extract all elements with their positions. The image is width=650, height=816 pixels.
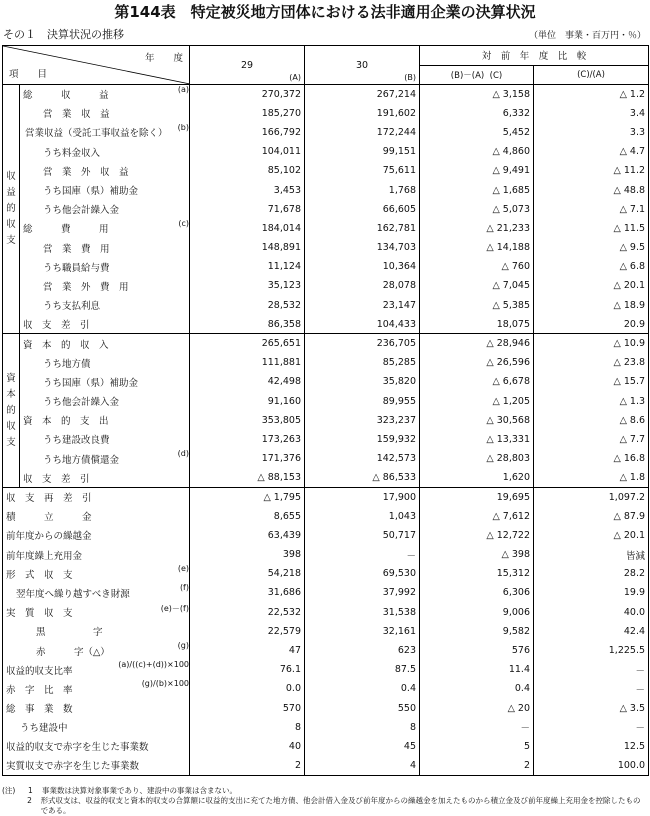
cell-ratio: △ 6.8 [534, 257, 649, 276]
cell-diff: 6,332 [420, 104, 534, 123]
header-row-1 [3, 46, 649, 66]
row-label: 営 業 費 用 [20, 238, 190, 257]
cell-v29: 22,532 [190, 603, 305, 622]
cell-v30: 159,932 [305, 430, 420, 449]
cell-v29: 8,655 [190, 507, 305, 526]
cell-diff: △ 28,946 [420, 334, 534, 353]
table-row [3, 699, 649, 718]
table-row [3, 487, 649, 506]
table-row [3, 583, 649, 602]
cell-ratio: △ 11.2 [534, 161, 649, 180]
cell-v30: 323,237 [305, 411, 420, 430]
row-label: うち他会計繰入金 [20, 392, 190, 411]
cell-v30: 75,611 [305, 161, 420, 180]
cell-ratio: 19.9 [534, 583, 649, 602]
row-label: 資 本 的 支 出 [20, 411, 190, 430]
row-mark: (g) [177, 640, 189, 650]
table-row [3, 123, 649, 142]
table-row [3, 545, 649, 564]
cell-ratio: 3.3 [534, 123, 649, 142]
table-row [3, 622, 649, 641]
settlement-table [2, 45, 649, 776]
cell-v29: 76.1 [190, 660, 305, 679]
table-row [3, 257, 649, 276]
cell-diff: △ 5,385 [420, 296, 534, 315]
cell-v29: △ 88,153 [190, 468, 305, 487]
table-row [3, 276, 649, 295]
cell-diff: △ 7,045 [420, 276, 534, 295]
table-row [3, 756, 649, 775]
cell-ratio: △ 16.8 [534, 449, 649, 468]
cell-diff: △ 26,596 [420, 353, 534, 372]
table-row [3, 526, 649, 545]
cell-diff: △ 28,803 [420, 449, 534, 468]
table-row [3, 161, 649, 180]
cell-v29: 265,651 [190, 334, 305, 353]
table-row [3, 737, 649, 756]
cell-ratio: △ 7.1 [534, 200, 649, 219]
cell-ratio: △ 20.1 [534, 276, 649, 295]
cell-diff: △ 12,722 [420, 526, 534, 545]
table-row [3, 372, 649, 391]
header-corner-cell [3, 46, 190, 85]
cell-v29: 173,263 [190, 430, 305, 449]
cell-v30: 4 [305, 756, 420, 775]
cell-diff: △ 4,860 [420, 142, 534, 161]
row-mark: (a) [177, 85, 189, 94]
table-row [3, 603, 649, 622]
cell-v29: 0.0 [190, 679, 305, 698]
cell-v30: 0.4 [305, 679, 420, 698]
cell-v29: 31,686 [190, 583, 305, 602]
row-label: 収 支 差 引 [20, 468, 190, 487]
table-row [3, 468, 649, 487]
table-row [3, 564, 649, 583]
row-label: うち支払利息 [20, 296, 190, 315]
cell-v29: 104,011 [190, 142, 305, 161]
cell-v30: 1,768 [305, 180, 420, 199]
row-mark: (e)－(f) [160, 603, 189, 613]
cell-v30: 8 [305, 718, 420, 737]
table-row [3, 430, 649, 449]
row-label: 収益的収支で赤字を生じた事業数 [3, 737, 190, 756]
cell-v29: 40 [190, 737, 305, 756]
cell-v30: 31,538 [305, 603, 420, 622]
cell-ratio: △ 20.1 [534, 526, 649, 545]
cell-diff: △ 14,188 [420, 238, 534, 257]
cell-diff: △ 1,205 [420, 392, 534, 411]
cell-v30: 85,285 [305, 353, 420, 372]
cell-v30: 10,364 [305, 257, 420, 276]
row-label: うち地方債 [20, 353, 190, 372]
table-row [3, 411, 649, 430]
row-mark: (b) [177, 122, 189, 132]
table-row [3, 104, 649, 123]
table-row [3, 200, 649, 219]
note-1: 事業数は決算対象事業であり、建設中の事業は含まない。 [42, 786, 237, 795]
cell-v29: 270,372 [190, 85, 305, 104]
cell-diff: 5 [420, 737, 534, 756]
cell-diff: △ 1,685 [420, 180, 534, 199]
cell-diff: △ 21,233 [420, 219, 534, 238]
table-row [3, 353, 649, 372]
row-mark: (f) [179, 583, 189, 593]
row-label: 前年度繰上充用金 [3, 545, 190, 564]
cell-ratio: △ 4.7 [534, 142, 649, 161]
page-title: 第144表 特定被災地方団体における法非適用企業の決算状況 [114, 3, 536, 21]
cell-ratio: － [534, 660, 649, 679]
cell-diff: － [420, 718, 534, 737]
cell-v30: 99,151 [305, 142, 420, 161]
ratio-header: (C)/(A) [534, 65, 649, 85]
row-label: 収 支 差 引 [20, 315, 190, 334]
table-row [3, 180, 649, 199]
cell-v30: 236,705 [305, 334, 420, 353]
row-label: 実質収支で赤字を生じた事業数 [3, 756, 190, 775]
row-label: 前年度からの繰越金 [3, 526, 190, 545]
cell-ratio: － [534, 718, 649, 737]
cell-v29: 148,891 [190, 238, 305, 257]
cell-v29: 2 [190, 756, 305, 775]
cell-v29: 42,498 [190, 372, 305, 391]
cell-diff: △ 6,678 [420, 372, 534, 391]
cell-ratio: △ 15.7 [534, 372, 649, 391]
cell-v29: 91,160 [190, 392, 305, 411]
cell-ratio: 20.9 [534, 315, 649, 334]
cell-v30: 35,820 [305, 372, 420, 391]
cell-diff: △ 398 [420, 545, 534, 564]
cell-ratio: 1,225.5 [534, 641, 649, 660]
unit-label: （単位 事業・百万円・％） [528, 31, 646, 41]
cell-ratio: △ 9.5 [534, 238, 649, 257]
row-label: 翌年度へ繰り越すべき財源 (f) [3, 583, 190, 602]
cell-ratio: － [534, 679, 649, 698]
cell-diff: △ 7,612 [420, 507, 534, 526]
row-mark: (g)/(b)×100 [141, 679, 189, 689]
row-label: 資 本 的 収 入 [20, 334, 190, 353]
cell-diff: 18,075 [420, 315, 534, 334]
row-label: 黒 字 [3, 622, 190, 641]
cell-v29: 54,218 [190, 564, 305, 583]
cell-v29: 3,453 [190, 180, 305, 199]
cell-diff: 9,582 [420, 622, 534, 641]
cell-v30: 134,703 [305, 238, 420, 257]
row-label: 総 事 業 数 [3, 699, 190, 718]
notes-prefix: (注) [2, 786, 16, 795]
cell-ratio: 100.0 [534, 756, 649, 775]
cell-ratio: 3.4 [534, 104, 649, 123]
row-label: うち他会計繰入金 [20, 200, 190, 219]
row-label: うち料金収入 [20, 142, 190, 161]
cell-v29: 85,102 [190, 161, 305, 180]
row-mark: (a)/((c)+(d))×100 [118, 660, 189, 670]
row-label: うち国庫（県）補助金 [20, 180, 190, 199]
cell-ratio: △ 7.7 [534, 430, 649, 449]
cell-v29: 11,124 [190, 257, 305, 276]
table-row [3, 641, 649, 660]
cell-diff: 2 [420, 756, 534, 775]
cell-diff: 6,306 [420, 583, 534, 602]
table-row [3, 219, 649, 238]
cell-v30: 28,078 [305, 276, 420, 295]
item-label: 項 目 [9, 69, 48, 80]
cell-diff: 1,620 [420, 468, 534, 487]
cell-v30: 50,717 [305, 526, 420, 545]
row-label: うち建設改良費 [20, 430, 190, 449]
diff-header: (B)－(A) (C) [420, 65, 534, 85]
table-row [3, 718, 649, 737]
cell-v30: 172,244 [305, 123, 420, 142]
cell-ratio: 皆減 [534, 545, 649, 564]
cell-diff: △ 13,331 [420, 430, 534, 449]
cell-v29: △ 1,795 [190, 487, 305, 506]
cell-v30: 142,573 [305, 449, 420, 468]
cell-v29: 570 [190, 699, 305, 718]
row-label: うち国庫（県）補助金 [20, 372, 190, 391]
table-row [3, 679, 649, 698]
cell-ratio: △ 11.5 [534, 219, 649, 238]
col-29-header: 29 (A) [190, 46, 305, 85]
cell-ratio: △ 23.8 [534, 353, 649, 372]
cell-diff: 0.4 [420, 679, 534, 698]
cell-v29: 63,439 [190, 526, 305, 545]
cell-v29: 47 [190, 641, 305, 660]
cell-ratio: △ 1.3 [534, 392, 649, 411]
row-label: 収益的収支比率 (a)/((c)+(d))×100 [3, 660, 190, 679]
section-subtitle: その１ 決算状況の推移 [3, 28, 124, 41]
cell-v30: － [305, 545, 420, 564]
cell-ratio: △ 3.5 [534, 699, 649, 718]
cell-v30: 1,043 [305, 507, 420, 526]
cell-v29: 166,792 [190, 123, 305, 142]
cell-diff: △ 9,491 [420, 161, 534, 180]
cell-v30: 267,214 [305, 85, 420, 104]
cell-v29: 8 [190, 718, 305, 737]
row-label: うち地方債償還金 (d) [20, 449, 190, 468]
table-row [3, 238, 649, 257]
cell-v29: 185,270 [190, 104, 305, 123]
cell-diff: 576 [420, 641, 534, 660]
cell-v30: 23,147 [305, 296, 420, 315]
table-row [3, 334, 649, 353]
table-row [3, 85, 649, 104]
cell-v29: 111,881 [190, 353, 305, 372]
row-label: 積 立 金 [3, 507, 190, 526]
cell-v29: 35,123 [190, 276, 305, 295]
cell-v30: 191,602 [305, 104, 420, 123]
cell-v30: 162,781 [305, 219, 420, 238]
cell-diff: △ 760 [420, 257, 534, 276]
cell-ratio: 42.4 [534, 622, 649, 641]
row-label: 形 式 収 支 (e) [3, 564, 190, 583]
cell-v29: 22,579 [190, 622, 305, 641]
row-label: 赤 字（△） (g) [3, 641, 190, 660]
table-row [3, 392, 649, 411]
cell-ratio: △ 1.8 [534, 468, 649, 487]
row-label: 営 業 外 費 用 [20, 276, 190, 295]
cell-diff: 11.4 [420, 660, 534, 679]
cell-ratio: △ 48.8 [534, 180, 649, 199]
compare-header: 対 前 年 度 比 較 [420, 46, 649, 66]
cell-ratio: △ 1.2 [534, 85, 649, 104]
row-label: 実 質 収 支 (e)－(f) [3, 603, 190, 622]
row-mark: (e) [177, 564, 189, 574]
cell-ratio: 1,097.2 [534, 487, 649, 506]
row-label: 営業収益（受託工事収益を除く） (b) [20, 123, 190, 142]
col-30-header: 30 (B) [305, 46, 420, 85]
cell-v30: 550 [305, 699, 420, 718]
row-label: 営 業 収 益 [20, 104, 190, 123]
footnotes: (注) 1 事業数は決算対象事業であり、建設中の事業は含まない。 2 形式収支は、収益的収支と資本的収支の合算額に収益的支出に充てた地方債、他会計借入金及び前年度からの繰越金を加えたものから積立金及び前年度繰上充用金を控除したものである。 [2, 786, 648, 816]
cell-v30: 89,955 [305, 392, 420, 411]
table-row [3, 296, 649, 315]
table-row [3, 507, 649, 526]
cell-ratio: △ 8.6 [534, 411, 649, 430]
cell-v30: 69,530 [305, 564, 420, 583]
row-mark: (c) [178, 218, 189, 228]
cell-diff: △ 30,568 [420, 411, 534, 430]
cell-v30: 87.5 [305, 660, 420, 679]
year-label: 年 度 [144, 53, 183, 64]
cell-v29: 171,376 [190, 449, 305, 468]
cell-diff: 15,312 [420, 564, 534, 583]
cell-v29: 184,014 [190, 219, 305, 238]
cell-diff: △ 3,158 [420, 85, 534, 104]
row-label: 総 費 用 (c) [20, 219, 190, 238]
cell-v30: 104,433 [305, 315, 420, 334]
group-capital-label: 資本的収支 [3, 334, 20, 488]
row-label: 営 業 外 収 益 [20, 161, 190, 180]
row-label: 赤 字 比 率 (g)/(b)×100 [3, 679, 190, 698]
row-label: うち建設中 [3, 718, 190, 737]
cell-v29: 86,358 [190, 315, 305, 334]
row-label: 総 収 益 (a) [20, 85, 190, 104]
cell-ratio: 12.5 [534, 737, 649, 756]
cell-ratio: △ 10.9 [534, 334, 649, 353]
cell-v30: 17,900 [305, 487, 420, 506]
cell-v29: 71,678 [190, 200, 305, 219]
cell-diff: 9,006 [420, 603, 534, 622]
cell-diff: 19,695 [420, 487, 534, 506]
cell-diff: △ 20 [420, 699, 534, 718]
row-mark: (d) [177, 449, 189, 459]
row-label: 収 支 再 差 引 [3, 487, 190, 506]
cell-diff: △ 5,073 [420, 200, 534, 219]
table-row [3, 449, 649, 468]
cell-v29: 398 [190, 545, 305, 564]
cell-v29: 28,532 [190, 296, 305, 315]
cell-ratio: 40.0 [534, 603, 649, 622]
cell-ratio: △ 18.9 [534, 296, 649, 315]
group-income-label: 収益的収支 [3, 85, 20, 334]
note-2: 形式収支は、収益的収支と資本的収支の合算額に収益的支出に充てた地方債、他会計借入金及び前年度からの繰越金を加えたものから積立金及び前年度繰上充用金を控除したものである。 [40, 796, 641, 815]
cell-ratio: 28.2 [534, 564, 649, 583]
table-row [3, 315, 649, 334]
cell-v30: 37,992 [305, 583, 420, 602]
cell-v30: △ 86,533 [305, 468, 420, 487]
cell-v30: 45 [305, 737, 420, 756]
cell-diff: 5,452 [420, 123, 534, 142]
table-row [3, 660, 649, 679]
cell-v30: 66,605 [305, 200, 420, 219]
table-row [3, 142, 649, 161]
cell-v30: 623 [305, 641, 420, 660]
cell-ratio: △ 87.9 [534, 507, 649, 526]
cell-v30: 32,161 [305, 622, 420, 641]
row-label: うち職員給与費 [20, 257, 190, 276]
cell-v29: 353,805 [190, 411, 305, 430]
